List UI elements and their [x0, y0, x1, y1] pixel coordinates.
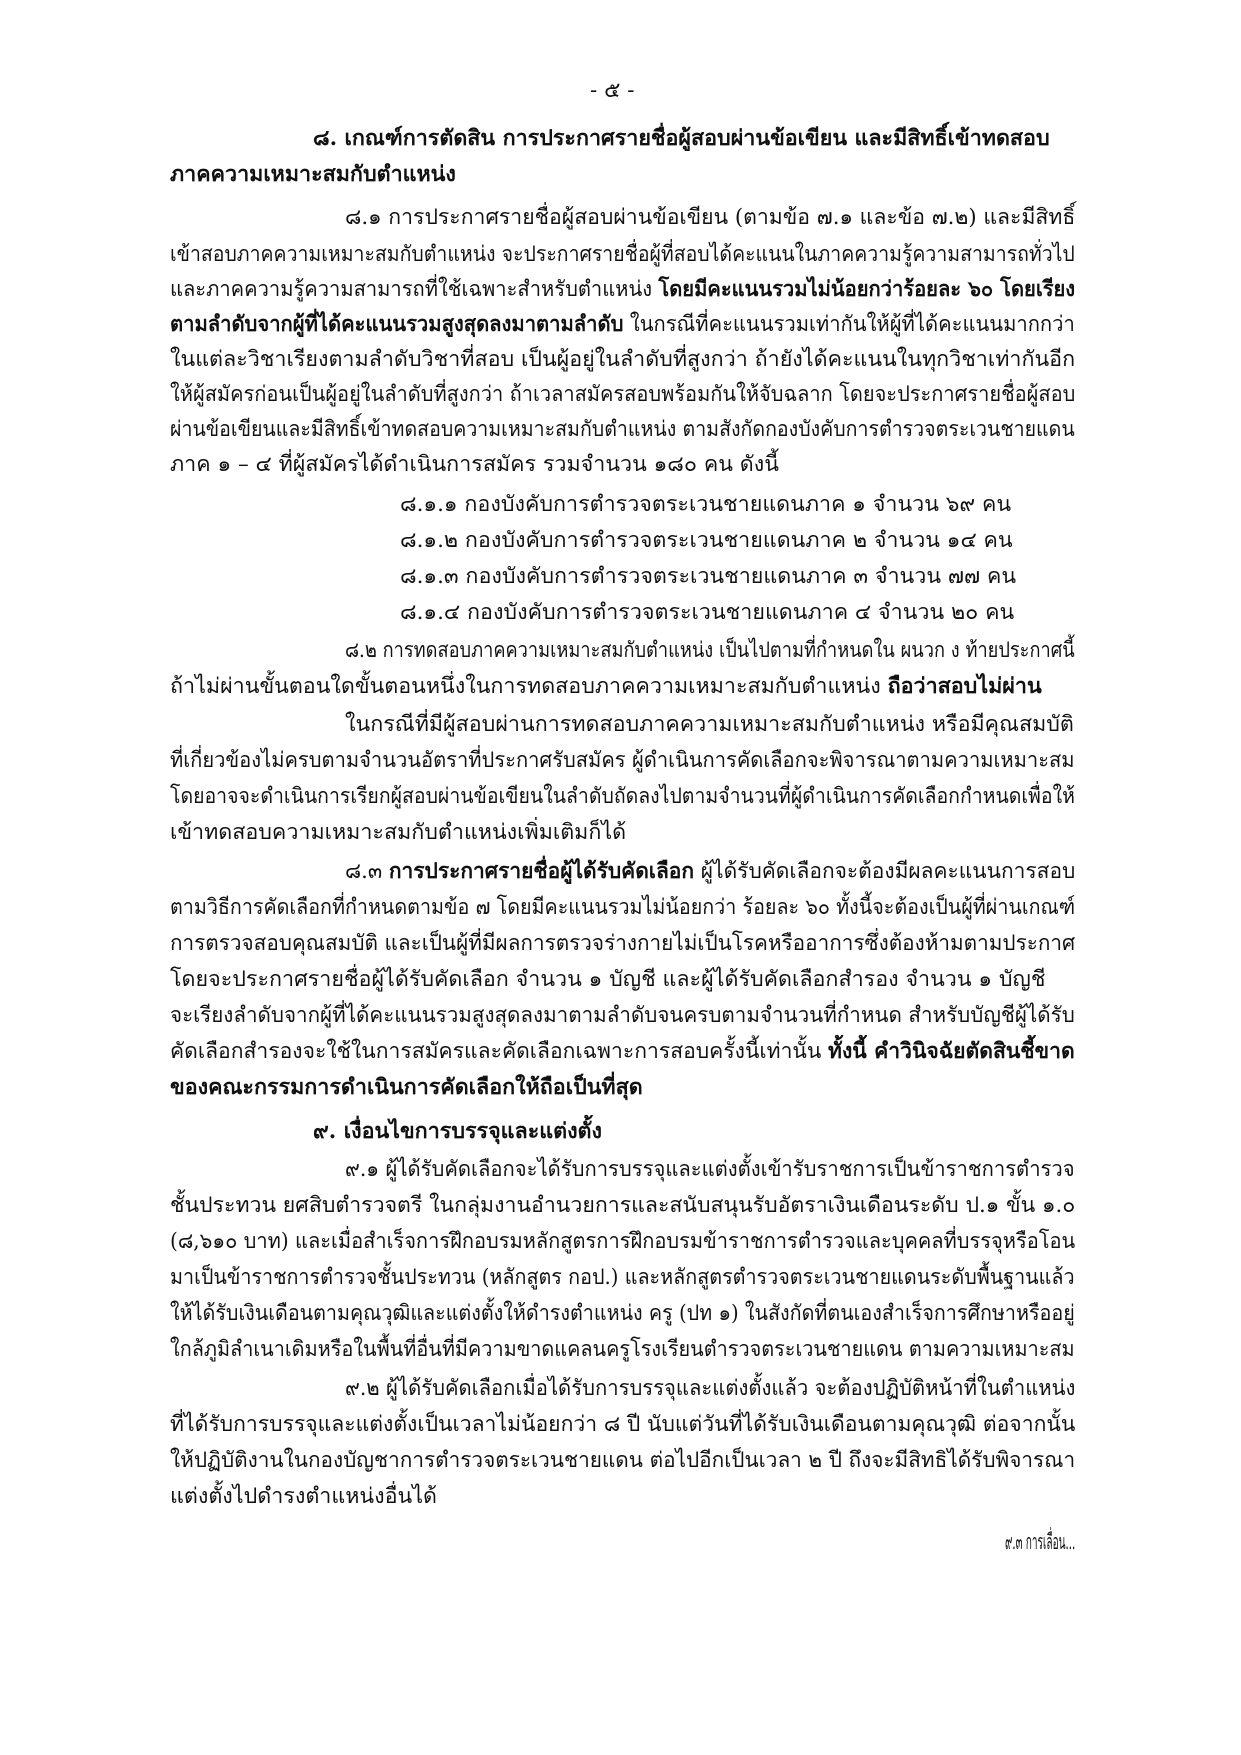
paragraph-8-1-line: ๘.๑ การประกาศรายชื่อผู้สอบผ่านข้อเขียน (ตามข้อ ๗.๑ และข้อ ๗.๒) และมีสิทธิ์ [345, 205, 1076, 230]
paragraph-9-1-line: (๘,๖๑๐ บาท) และเมื่อสำเร็จการฝึกอบรมหลักสูตรการฝึกอบรมข้าราชการตำรวจและบุคคลที่บรรจุหรือโอน [170, 1229, 1076, 1254]
paragraph-9-1-line: ใกล้ภูมิลำเนาเดิมหรือในพื้นที่อื่นที่มีความขาดแคลนครูโรงเรียนตำรวจตระเวนชายแดน ตามความเหมาะสม [170, 1337, 1075, 1362]
paragraph-9-2-line: ๙.๒ ผู้ได้รับคัดเลือกเมื่อได้รับการบรรจุและแต่งตั้งแล้ว จะต้องปฏิบัติหน้าที่ในตำแหน่ง [345, 1376, 1076, 1401]
section-8-heading-cont: ภาคความเหมาะสมกับตำแหน่ง [170, 162, 456, 187]
paragraph-8-1-line: ให้ผู้สมัครก่อนเป็นผู้อยู่ในลำดับที่สูงกว่า ถ้าเวลาสมัครสอบพร้อมกันให้จับฉลาก โดยจะประกาศรายชื่อผู้สอบ [170, 382, 1076, 407]
paragraph-8-2-line: โดยอาจจะดำเนินการเรียกผู้สอบผ่านข้อเขียนในลำดับถัดลงไปตามจำนวนที่ผู้ดำเนินการคัดเลือกกำหนดเพื่อให้ [170, 784, 1075, 809]
paragraph-9-1-line: มาเป็นข้าราชการตำรวจชั้นประทวน (หลักสูตร กอป.) และหลักสูตรตำรวจตระเวนชายแดนระดับพื้นฐานแล้ว [170, 1265, 1075, 1290]
paragraph-8-1-line: และภาคความรู้ความสามารถที่ใช้เฉพาะสำหรับตำแหน่ง โดยมีคะแนนรวมไม่น้อยกว่าร้อยละ ๖๐ โดยเรียง [170, 277, 1076, 302]
paragraph-9-2-line: แต่งตั้งไปดำรงตำแหน่งอื่นได้ [170, 1484, 437, 1509]
list-item: ๘.๑.๓ กองบังคับการตำรวจตระเวนชายแดนภาค ๓ จำนวน ๗๗ คน [400, 564, 1017, 589]
page-number: - ๕ - [590, 78, 635, 103]
paragraph-8-3-line: ๘.๓ การประกาศรายชื่อผู้ได้รับคัดเลือก ผู้ได้รับคัดเลือกจะต้องมีผลคะแนนการสอบ [345, 859, 1076, 884]
paragraph-8-1-line: ในแต่ละวิชาเรียงตามลำดับวิชาที่สอบ เป็นผู้อยู่ในลำดับที่สูงกว่า ถ้ายังได้คะแนนในทุกวิชาเท่ากันอีก [170, 347, 1076, 372]
paragraph-8-1-line: ภาค ๑ – ๔ ที่ผู้สมัครได้ดำเนินการสมัคร รวมจำนวน ๑๘๐ คน ดังนี้ [170, 452, 779, 477]
paragraph-8-3-line: ของคณะกรรมการดำเนินการคัดเลือกให้ถือเป็นที่สุด [170, 1075, 643, 1100]
paragraph-9-1-line: ให้ได้รับเงินเดือนตามคุณวุฒิและแต่งตั้งให้ดำรงตำแหน่ง ครู (ปท ๑) ในสังกัดที่ตนเองสำเร็จการศึกษาหรืออยู่ [170, 1301, 1075, 1326]
paragraph-8-1-line: ผ่านข้อเขียนและมีสิทธิ์เข้าทดสอบความเหมาะสมกับตำแหน่ง ตามสังกัดกองบังคับการตำรวจตระเวนชายแดน [170, 417, 1075, 442]
paragraph-9-1-line: ๙.๑ ผู้ได้รับคัดเลือกจะได้รับการบรรจุและแต่งตั้งเข้ารับราชการเป็นข้าราชการตำรวจ [345, 1157, 1075, 1182]
list-item: ๘.๑.๒ กองบังคับการตำรวจตระเวนชายแดนภาค ๒ จำนวน ๑๔ คน [400, 528, 1013, 553]
paragraph-8-2-line: เข้าทดสอบความเหมาะสมกับตำแหน่งเพิ่มเติมก็ได้ [170, 820, 627, 845]
continuation-note: ๙.๓ การเลื่อน... [1005, 1530, 1076, 1555]
paragraph-8-3-line: จะเรียงลำดับจากผู้ที่ได้คะแนนรวมสูงสุดลงมาตามลำดับจนครบตามจำนวนที่กำหนด สำหรับบัญชีผู้ได้รับ [170, 1003, 1075, 1028]
paragraph-8-3-line: การตรวจสอบคุณสมบัติ และเป็นผู้ที่มีผลการตรวจร่างกายไม่เป็นโรคหรืออาการซึ่งต้องห้ามตามประกาศ [170, 931, 1076, 956]
paragraph-8-3-line: คัดเลือกสำรองจะใช้ในการสมัครและคัดเลือกเฉพาะการสอบครั้งนี้เท่านั้น ทั้งนี้ คำวินิจฉัยตัดสินชี้ขาด [170, 1039, 1075, 1064]
list-item: ๘.๑.๔ กองบังคับการตำรวจตระเวนชายแดนภาค ๔ จำนวน ๒๐ คน [400, 600, 1015, 625]
paragraph-9-1-line: ชั้นประทวน ยศสิบตำรวจตรี ในกลุ่มงานอำนวยการและสนับสนุนรับอัตราเงินเดือนระดับ ป.๑ ขั้น ๑.๐ [170, 1193, 1076, 1218]
list-item: ๘.๑.๑ กองบังคับการตำรวจตระเวนชายแดนภาค ๑ จำนวน ๖๙ คน [400, 492, 1012, 517]
paragraph-9-2-line: ที่ได้รับการบรรจุและแต่งตั้งเป็นเวลาไม่น้อยกว่า ๘ ปี นับแต่วันที่ได้รับเงินเดือนตามคุณวุฒิ ต่อจากนั้น [170, 1412, 1076, 1437]
paragraph-8-3-line: โดยจะประกาศรายชื่อผู้ได้รับคัดเลือก จำนวน ๑ บัญชี และผู้ได้รับคัดเลือกสำรอง จำนวน ๑ บัญชี [170, 967, 1046, 992]
paragraph-8-2-line: ๘.๒ การทดสอบภาคความเหมาะสมกับตำแหน่ง เป็นไปตามที่กำหนดใน ผนวก ง ท้ายประกาศนี้ [345, 638, 1075, 663]
paragraph-8-1-line: เข้าสอบภาคความเหมาะสมกับตำแหน่ง จะประกาศรายชื่อผู้ที่สอบได้คะแนนในภาคความรู้ความสามารถทั่วไป [170, 242, 1075, 267]
paragraph-8-3-line: ตามวิธีการคัดเลือกที่กำหนดตามข้อ ๗ โดยมีคะแนนรวมไม่น้อยกว่า ร้อยละ ๖๐ ทั้งนี้จะต้องเป็นผู้ที่ผ่านเกณฑ์ [170, 895, 1076, 920]
paragraph-9-2-line: ให้ปฏิบัติงานในกองบัญชาการตำรวจตระเวนชายแดน ต่อไปอีกเป็นเวลา ๒ ปี ถึงจะมีสิทธิได้รับพิจารณา [170, 1448, 1076, 1473]
paragraph-8-1-line: ตามลำดับจากผู้ที่ได้คะแนนรวมสูงสุดลงมาตามลำดับ ในกรณีที่คะแนนรวมเท่ากันให้ผู้ที่ได้คะแนนมากกว่า [170, 312, 1075, 337]
paragraph-8-2-line: ถ้าไม่ผ่านขั้นตอนใดขั้นตอนหนึ่งในการทดสอบภาคความเหมาะสมกับตำแหน่ง ถือว่าสอบไม่ผ่าน [170, 674, 1042, 699]
paragraph-8-2-line: ในกรณีที่มีผู้สอบผ่านการทดสอบภาคความเหมาะสมกับตำแหน่ง หรือมีคุณสมบัติ [345, 712, 1074, 737]
section-9-heading: ๙. เงื่อนไขการบรรจุและแต่งตั้ง [313, 1119, 603, 1144]
section-8-heading: ๘. เกณฑ์การตัดสิน การประกาศรายชื่อผู้สอบผ่านข้อเขียน และมีสิทธิ์เข้าทดสอบ [313, 126, 1050, 151]
paragraph-8-2-line: ที่เกี่ยวข้องไม่ครบตามจำนวนอัตราที่ประกาศรับสมัคร ผู้ดำเนินการคัดเลือกจะพิจารณาตามความเหมาะสม [170, 748, 1075, 773]
